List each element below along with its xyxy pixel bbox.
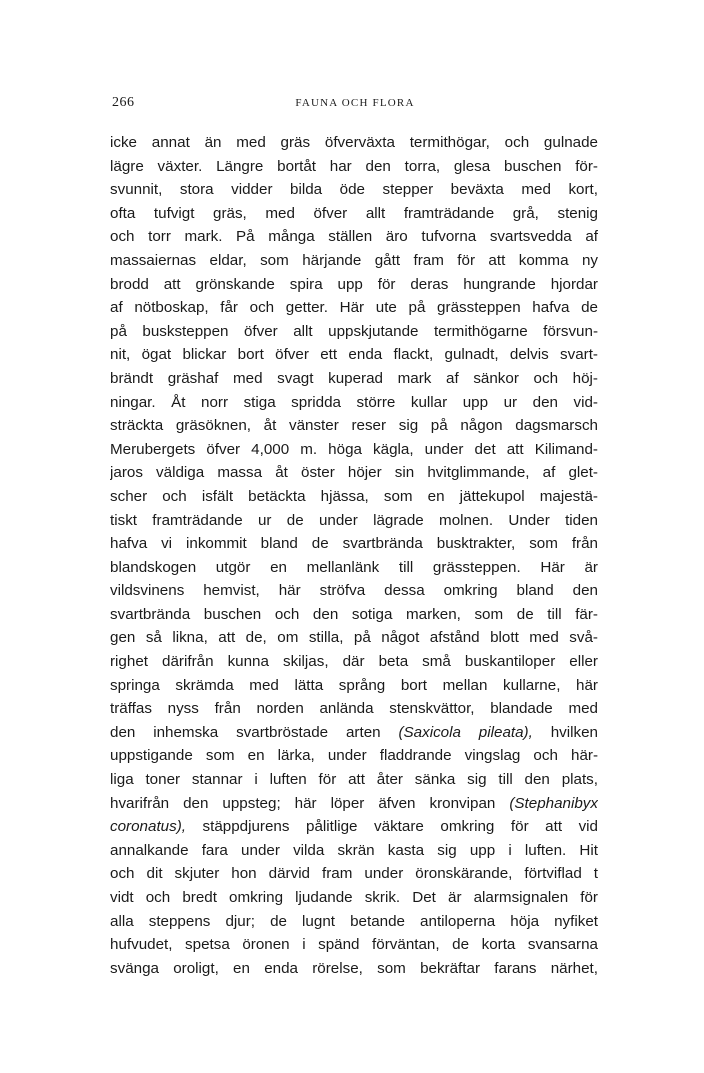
text-line: ofta tufvigt gräs, med öfver allt framträdande grå, stenig (110, 204, 598, 222)
text-line: scher och isfält betäckta hjässa, som en jättekupol majestä- (110, 487, 598, 505)
text-segment: hvilken (532, 723, 598, 741)
text-line: righet därifrån kunna skiljas, där beta små buskantiloper eller (110, 653, 598, 671)
italic-species-name: (Stephanibyx (509, 794, 598, 812)
text-line: brändt gräshaf med svagt kuperad mark af sänkor och höj- (110, 369, 598, 387)
text-line (110, 792, 598, 816)
text-line: Merubergets öfver 4,000 m. höga kägla, under det att Kilimand- (110, 440, 598, 458)
running-title: FAUNA OCH FLORA (295, 97, 415, 109)
text-line: brodd att grönskande spira upp för deras hungrande hjordar (110, 275, 598, 293)
text-line: icke annat än med gräs öfverväxta termithögar, och gulnade (110, 134, 598, 151)
text-line: blandskogen utgör en mellanlänk till grässteppen. Här är (110, 558, 598, 576)
page-number: 266 (112, 95, 135, 110)
text-line: vildsvinens hemvist, här ströfva dessa omkring bland den (110, 582, 598, 600)
text-line: på busksteppen öfver allt uppskjutande termithögarne försvun- (110, 322, 598, 340)
text-line: träffas nyss från norden anlända stenskvättor, blandade med (110, 700, 598, 718)
text-line: hufvudet, spetsa öronen i spänd förväntan, de korta svansarna (110, 936, 598, 954)
text-line: svunnit, stora vidder bilda öde stepper beväxta med kort, (110, 181, 598, 199)
text-line: och dit skjuter hon därvid fram under öronskärande, förtviflad t (110, 865, 598, 883)
italic-species-name: (Saxicola pileata), (398, 723, 533, 741)
text-line: springa skrämda med lätta språng bort mellan kullarne, här (110, 676, 598, 694)
text-line (110, 815, 598, 839)
text-line: sträckta gräsöknen, åt vänster reser sig på någon dagsmarsch (110, 417, 598, 435)
text-line: vidt och bredt omkring ljudande skrik. Det är alarmsignalen för (110, 889, 598, 906)
text-line: lägre växter. Längre bortåt har den torra, glesa buschen för- (110, 157, 598, 175)
text-line: hafva vi inkommit bland de svartbrända busktrakter, som från (110, 535, 598, 553)
text-line: uppstigande som en lärka, under fladdrande vingslag och här- (110, 747, 598, 765)
text-line: tiskt framträdande ur de under lägrade molnen. Under tiden (110, 511, 598, 529)
text-line: svänga oroligt, en enda rörelse, som bekräftar farans närhet, (110, 959, 598, 977)
text-segment: den inhemska svartbröstade arten (110, 723, 399, 741)
text-line: annalkande fara under vilda skrän kasta sig upp i luften. Hit (110, 841, 598, 859)
text-line: af nötboskap, får och getter. Här ute på grässteppen hafva de (110, 299, 598, 317)
page-header (110, 95, 600, 115)
text-line: jaros väldiga massa åt öster höjer sin hvitglimmande, af glet- (110, 464, 598, 482)
italic-species-name: coronatus), (110, 818, 186, 836)
text-line: ningar. Åt norr stiga spridda större kullar upp ur den vid- (110, 393, 598, 411)
text-segment: stäppdjurens pålitlige väktare omkring för att vid (185, 818, 598, 836)
text-line: nit, ögat blickar bort öfver ett enda flackt, gulnadt, delvis svart- (110, 346, 598, 364)
text-line: alla steppens djur; de lugnt betande antiloperna höja nyfiket (110, 912, 598, 930)
text-line: och torr mark. På många ställen äro tufvorna svartsvedda af (110, 228, 598, 246)
text-line: liga toner stannar i luften för att åter sänka sig till den plats, (110, 771, 598, 789)
body-text (110, 131, 598, 980)
text-line (110, 721, 598, 745)
text-line: gen så likna, att de, om stilla, på något afstånd blott med svå- (110, 629, 598, 647)
text-line: svartbrända buschen och den sotiga marken, som de till fär- (110, 605, 598, 623)
text-line: massaiernas eldar, som härjande gått fram för att komma ny (110, 251, 598, 269)
text-segment: hvarifrån den uppsteg; här löper äfven kronvipan (110, 794, 510, 812)
